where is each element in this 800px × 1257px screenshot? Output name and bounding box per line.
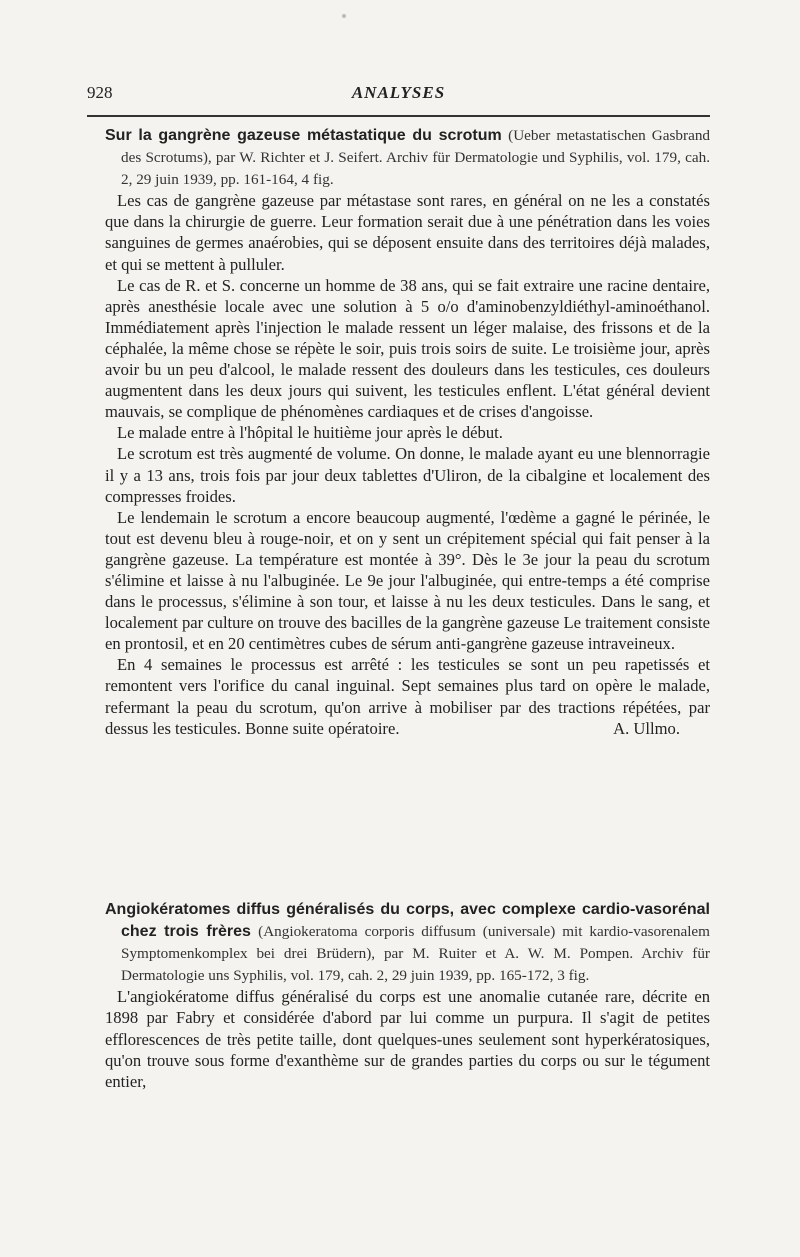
article-heading — [105, 898, 710, 986]
article-heading — [105, 124, 710, 190]
paragraph: En 4 semaines le processus est arrêté : les testicules se sont un peu rapetissés et remontent vers l'orifice du canal inguinal. Sept semaines plus tard on opère le malade, refermant la peau du scrotum, qu'on arrive à mobiliser par des tractions répétées, par dessus les testicules. Bonne suite opératoire. — [105, 655, 710, 738]
page-header — [87, 83, 710, 107]
paper-speck — [342, 14, 346, 18]
article-title: Sur la gangrène gazeuse métastatique du scrotum — [105, 127, 502, 144]
article-angiokeratoma — [105, 898, 710, 1092]
running-head: ANALYSES — [351, 83, 446, 102]
page-number: 928 — [87, 83, 113, 102]
paragraph: Les cas de gangrène gazeuse par métastase sont rares, en général on ne les a constatés que dans la chirurgie de guerre. Leur formation serait due à une pénétration dans les voies sanguines de germes anaérobies, qui se déposent ensuite dans des territoires déjà malades, et qui se mettent à pulluler. — [105, 191, 710, 274]
paragraph: Le scrotum est très augmenté de volume. On donne, le malade ayant eu une blennorragie il y a 13 ans, trois fois par jour deux tablettes d'Uliron, de la cibalgine et localement des compresses froides. — [105, 444, 710, 506]
article-title: Angiokératomes diffus généralisés du corps, avec complexe cardio-vasorénal chez trois frères — [105, 901, 710, 941]
paragraph: Le lendemain le scrotum a encore beaucoup augmenté, l'œdème a gagné le périnée, le tout est devenu bleu à rouge-noir, et on y sent un crépitement spécial qui fait penser à la gangrène gazeuse. La température est montée à 39°. Dès le 3e jour la peau du scrotum s'élimine et laisse à nu l'albuginée. Le 9e jour l'albuginée, qui entre-temps a été comprise dans le processus, s'élimine à son tour, et laisse à nu les deux testicules. Dans le sang, et localement par culture on trouve des bacilles de la gangrène gazeuse Le traitement consiste en prontosil, et en 20 centimètres cubes de sérum anti-gangrène gazeuse intraveineux. — [105, 507, 710, 654]
article-reference: (Angiokeratoma corporis diffusum (universale) mit kardio-vasorenalem Symptomenkomplex bei drei Brüdern), par M. Ruiter et A. W. M. Pompen. Archiv für Dermatologie uns Syphilis, vol. 179, cah. 2, 29 juin 1939, pp. 165-172, 3 fig. — [121, 923, 710, 985]
paragraph: Le cas de R. et S. concerne un homme de 38 ans, qui se fait extraire une racine dentaire, après anesthésie locale avec une solution à 5 o/o d'aminobenzyldiéthyl-aminoéthanol. Immédiatement après l'injection le malade ressent un léger malaise, des frissons et de la céphalée, la même chose se répète le soir, puis trois soirs de suite. Le troisième jour, après avoir bu un peu d'alcool, le malade ressent des douleurs dans les testicules, ces douleurs augmentent dans les deux jours qui suivent, les testicules enflent. L'état général devient mauvais, se complique de phénomènes cardiaques et de crises d'angoisse. — [105, 275, 710, 422]
header-rule — [87, 115, 710, 117]
paragraph: L'angiokératome diffus généralisé du corps est une anomalie cutanée rare, décrite en 1898 par Fabry et considérée d'abord par lui comme un purpura. Il s'agit de petites efflorescences de très petite taille, dont quelques-unes seulement sont hyperkératosiques, qu'on trouve sous forme d'exanthème sur de grandes parties du corps ou sur le tégument entier, — [105, 987, 710, 1091]
paragraph: Le malade entre à l'hôpital le huitième jour après le début. — [117, 423, 503, 443]
article-gangrene — [105, 124, 710, 739]
article-reference: (Ueber metastatischen Gasbrand des Scrotums), par W. Richter et J. Seifert. Archiv für Dermatologie und Syphilis, vol. 179, cah. 2, 29 juin 1939, pp. 161-164, 4 fig. — [121, 127, 711, 189]
author-signature: A. Ullmo. — [613, 718, 680, 738]
